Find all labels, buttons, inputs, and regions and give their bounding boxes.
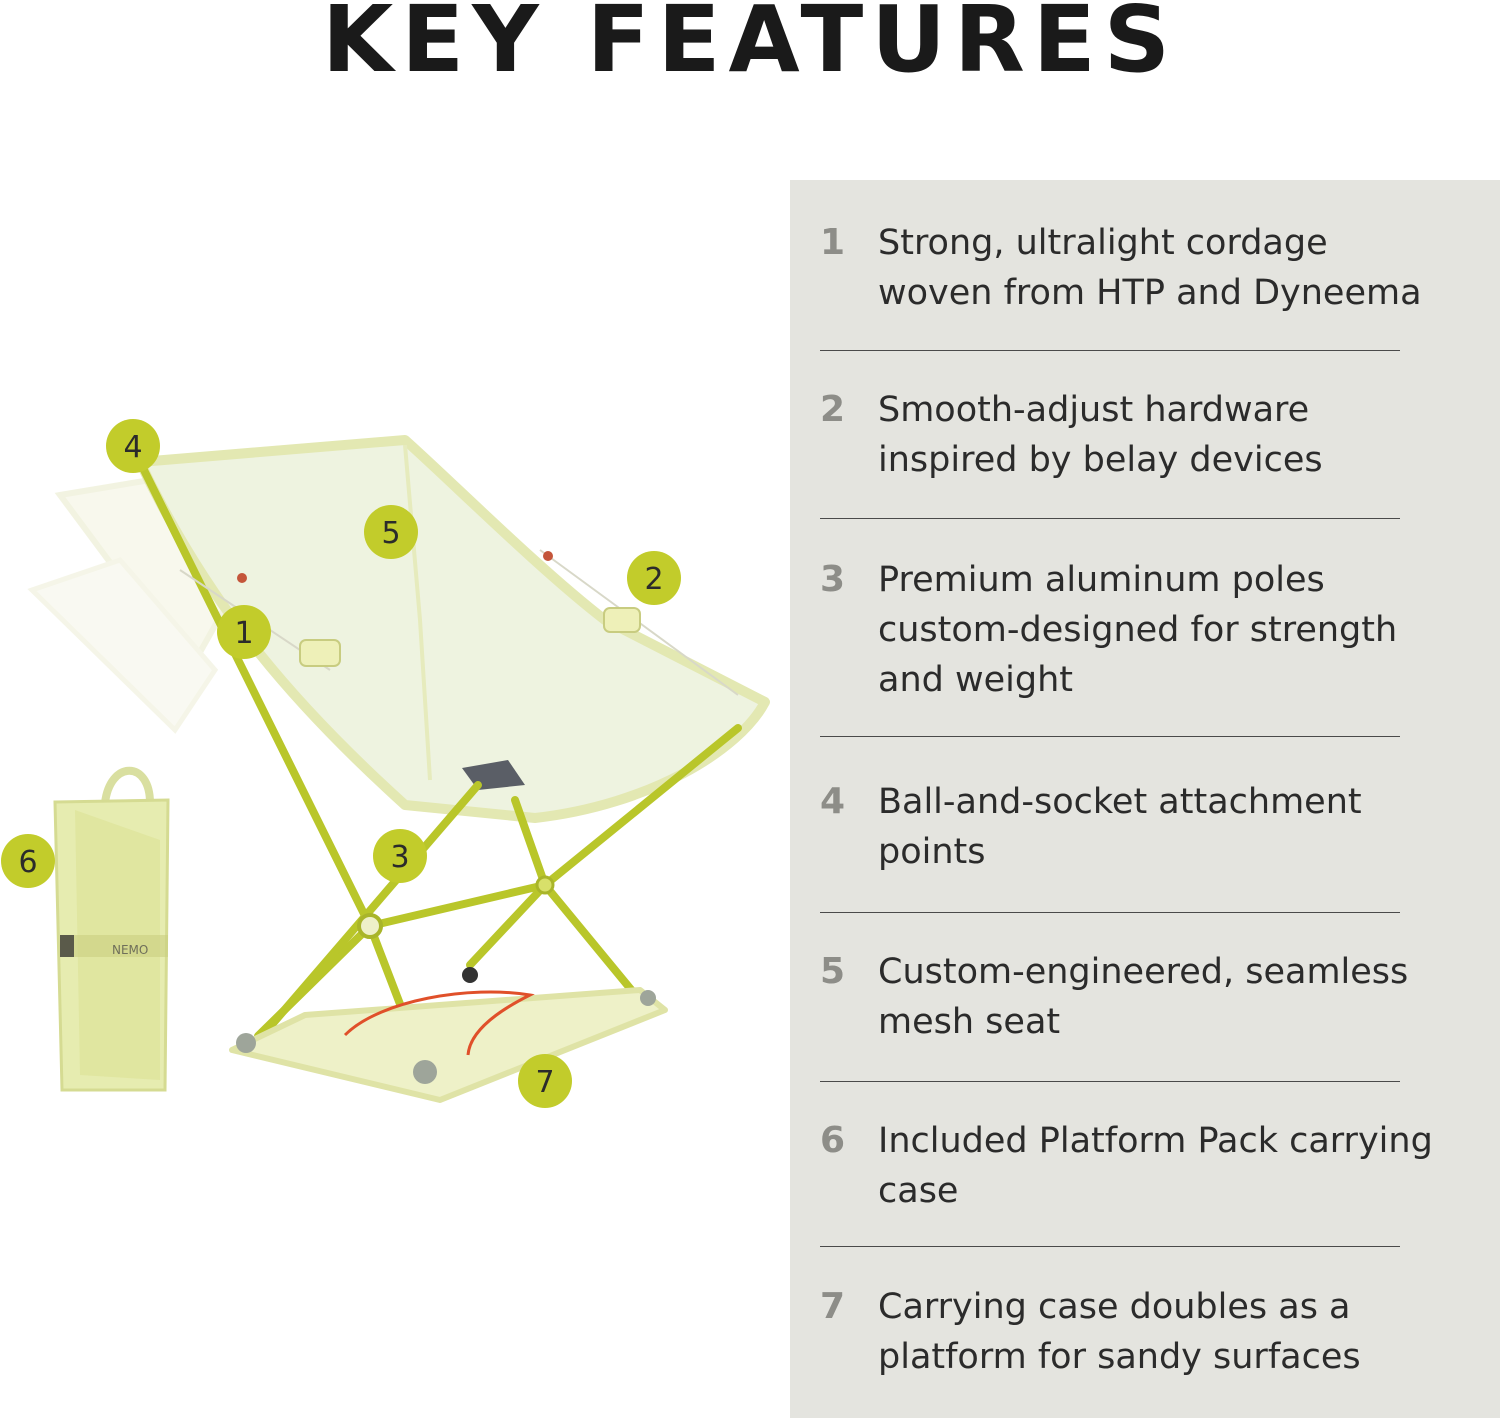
feature-number: 3: [820, 559, 846, 600]
divider: [820, 912, 1400, 913]
feature-text: Strong, ultralight cordage woven from HTP and Dyneema: [878, 223, 1422, 313]
feature-text: Included Platform Pack carrying case: [878, 1121, 1433, 1211]
feature-number: 2: [820, 389, 846, 430]
feature-text: Premium aluminum poles custom-designed for strength and weight: [878, 560, 1398, 700]
feature-text: Ball-and-socket attachment points: [878, 782, 1362, 872]
feature-item-6: [820, 1116, 1460, 1216]
svg-text:4: 4: [123, 430, 143, 465]
chair-illustration: [0, 150, 790, 1150]
feature-item-5: [820, 947, 1460, 1047]
platform-pack: [55, 771, 168, 1090]
feature-text: Smooth-adjust hardware inspired by belay devices: [878, 390, 1323, 480]
callout-1: [217, 605, 271, 659]
callout-5: [364, 505, 418, 559]
divider: [820, 350, 1400, 351]
divider: [820, 518, 1400, 519]
pole-hub: [359, 915, 381, 937]
feature-number: 1: [820, 222, 846, 263]
callout-7: [518, 1054, 572, 1108]
svg-text:3: 3: [390, 840, 410, 875]
platform: [232, 990, 665, 1100]
svg-text:5: 5: [381, 516, 401, 551]
callout-2: [627, 551, 681, 605]
feature-number: 7: [820, 1286, 846, 1327]
svg-text:2: 2: [644, 562, 664, 597]
adjust-hardware: [604, 608, 640, 632]
adjust-hardware: [300, 640, 340, 666]
svg-text:1: 1: [234, 616, 254, 651]
feature-item-4: [820, 777, 1460, 877]
feature-item-3: [820, 555, 1460, 705]
feature-number: 6: [820, 1120, 846, 1161]
nemo-logo: NEMO: [112, 943, 149, 957]
divider: [820, 736, 1400, 737]
feature-number: 5: [820, 951, 846, 992]
callout-4: [106, 419, 160, 473]
feature-number: 4: [820, 781, 846, 822]
page-title: KEY FEATURES: [322, 0, 1178, 93]
feature-item-2: [820, 385, 1460, 485]
divider: [820, 1246, 1400, 1247]
svg-text:7: 7: [535, 1065, 555, 1100]
feature-text: Carrying case doubles as a platform for sandy surfaces: [878, 1287, 1361, 1377]
features-panel: [790, 180, 1500, 1418]
feature-text: Custom-engineered, seamless mesh seat: [878, 952, 1409, 1042]
callout-6: [1, 834, 55, 888]
callout-3: [373, 829, 427, 883]
divider: [820, 1081, 1400, 1082]
feature-item-1: [820, 218, 1460, 318]
svg-text:6: 6: [18, 845, 38, 880]
pole-hub: [537, 877, 553, 893]
feature-item-7: [820, 1282, 1460, 1382]
